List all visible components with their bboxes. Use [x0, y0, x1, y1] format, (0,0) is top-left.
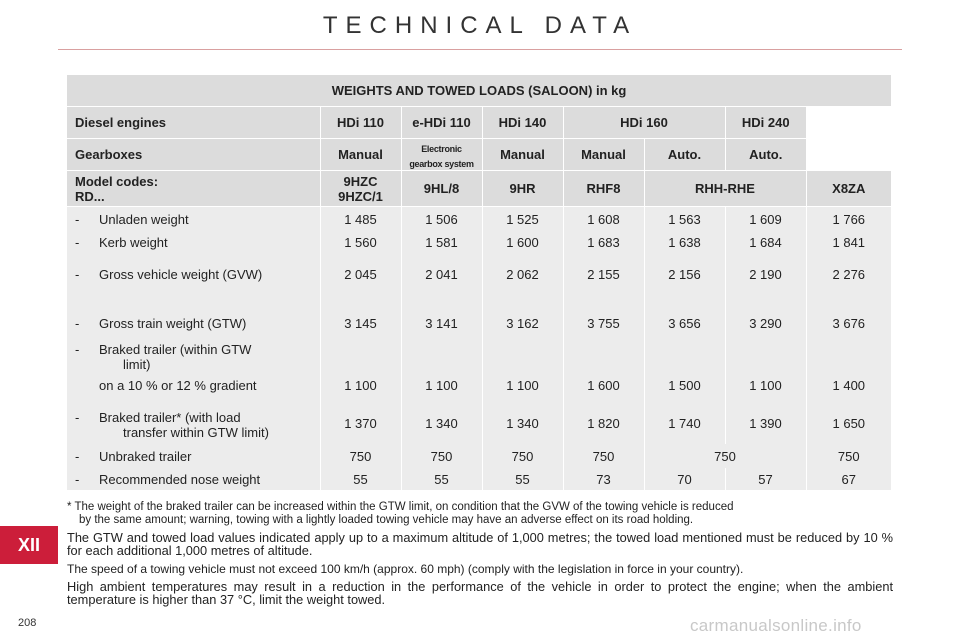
row-label [67, 230, 320, 261]
gearboxes-label: Gearboxes [67, 139, 320, 171]
value-cell: 1 485 [320, 207, 401, 230]
model-code [563, 171, 644, 207]
value-cell: 750 [644, 444, 806, 468]
value-cell: 2 276 [806, 261, 891, 310]
row-dash: - [75, 315, 80, 331]
value-cell: 1 100 [482, 372, 563, 404]
row-label-line: transfer within GTW limit) [123, 424, 269, 440]
row-label-text: Unbraked trailer [99, 448, 192, 464]
row-label [67, 310, 320, 340]
row-label [67, 404, 320, 444]
value-cell: 55 [482, 468, 563, 490]
value-cell: 750 [563, 444, 644, 468]
page-title: TECHNICAL DATA [322, 12, 638, 39]
row-label-text: on a 10 % or 12 % gradient [99, 377, 257, 393]
row-label-line: Braked trailer* (with load [99, 409, 241, 425]
gearbox-header: Auto. [725, 139, 806, 171]
data-row [67, 372, 891, 404]
value-cell: 55 [320, 468, 401, 490]
value-cell: 1 820 [563, 404, 644, 444]
row-label [67, 340, 320, 372]
value-cell: 1 638 [644, 230, 725, 261]
value-cell: 750 [320, 444, 401, 468]
model-codes-label-line: RD... [75, 188, 105, 204]
value-cell: 70 [644, 468, 725, 490]
footnote-line2: by the same amount; warning, towing with a lightly loaded towing vehicle may have an adverse effect on its road holding. [79, 514, 694, 526]
chapter-tab: XII [0, 526, 58, 564]
row-dash: - [75, 341, 80, 357]
data-row [67, 230, 891, 261]
engine-header: HDi 240 [725, 107, 806, 139]
altitude-note: The GTW and towed load values indicated apply up to a maximum altitude of 1,000 metres; the towed load mentioned must be reduced by 10 % for each additional 1,000 metres of altitude. [67, 530, 893, 558]
engine-header: e-HDi 110 [401, 107, 482, 139]
value-cell: 2 156 [644, 261, 725, 310]
row-label [67, 207, 320, 230]
value-cell: 1 370 [320, 404, 401, 444]
model-code-line: X8ZA [832, 180, 866, 196]
row-label-text: Recommended nose weight [99, 471, 261, 487]
value-cell: 750 [401, 444, 482, 468]
value-cell: 1 525 [482, 207, 563, 230]
value-cell: 1 400 [806, 372, 891, 404]
gearboxes-row [67, 139, 891, 171]
value-cell: 1 100 [320, 372, 401, 404]
row-label-text: Unladen weight [99, 212, 189, 227]
value-cell [401, 340, 482, 372]
value-cell: 1 684 [725, 230, 806, 261]
model-code [644, 171, 806, 207]
value-cell: 1 600 [482, 230, 563, 261]
data-row [67, 404, 891, 444]
row-label [67, 372, 320, 404]
value-cell: 1 650 [806, 404, 891, 444]
value-cell [563, 340, 644, 372]
gearbox-header: Auto. [644, 139, 725, 171]
value-cell: 3 162 [482, 310, 563, 340]
value-cell: 1 581 [401, 230, 482, 261]
gearbox-line: gearbox system [409, 158, 474, 169]
value-cell: 2 190 [725, 261, 806, 310]
data-row [67, 468, 891, 490]
value-cell: 3 676 [806, 310, 891, 340]
data-row [67, 340, 891, 372]
engines-row [67, 107, 891, 139]
row-label-text: Gross train weight (GTW) [99, 315, 247, 331]
row-label-line: Braked trailer (within GTW [99, 341, 252, 357]
title-divider [58, 49, 902, 50]
row-label-text [99, 342, 251, 372]
value-cell: 3 145 [320, 310, 401, 340]
value-cell: 1 500 [644, 372, 725, 404]
model-code [806, 171, 891, 207]
row-label [67, 468, 320, 490]
value-cell: 1 100 [401, 372, 482, 404]
value-cell: 73 [563, 468, 644, 490]
value-cell: 57 [725, 468, 806, 490]
value-cell: 1 608 [563, 207, 644, 230]
value-cell: 1 683 [563, 230, 644, 261]
model-code-line: 9HZC [343, 173, 378, 189]
model-code-line: RHH-RHE [695, 181, 755, 196]
value-cell: 1 100 [725, 372, 806, 404]
value-cell: 1 740 [644, 404, 725, 444]
weights-table [67, 75, 891, 490]
gearbox-header: Manual [320, 139, 401, 171]
row-dash: - [75, 409, 80, 425]
value-cell: 2 045 [320, 261, 401, 310]
value-cell: 2 041 [401, 261, 482, 310]
value-cell [644, 340, 725, 372]
model-code [482, 171, 563, 207]
footnote-star [67, 501, 893, 527]
table-title: WEIGHTS AND TOWED LOADS (SALOON) in kg [67, 75, 891, 107]
model-codes-label-line: Model codes: [75, 173, 159, 189]
engine-header: HDi 110 [320, 107, 401, 139]
row-label-text: Kerb weight [99, 234, 168, 250]
value-cell: 2 155 [563, 261, 644, 310]
engines-label: Diesel engines [67, 107, 320, 139]
data-row [67, 261, 891, 310]
value-cell [806, 340, 891, 372]
footnote-marker: * [67, 501, 75, 513]
gearbox-header [401, 139, 482, 171]
row-dash: - [75, 448, 80, 464]
page-number: 208 [18, 617, 37, 629]
value-cell: 1 340 [401, 404, 482, 444]
gearbox-header: Manual [482, 139, 563, 171]
engine-header: HDi 140 [482, 107, 563, 139]
value-cell: 750 [806, 444, 891, 468]
value-cell [482, 340, 563, 372]
data-row [67, 444, 891, 468]
value-cell: 1 340 [482, 404, 563, 444]
footnote-line1: The weight of the braked trailer can be increased within the GTW limit, on condition that the GVW of the towing vehicle is reduced [74, 501, 734, 513]
model-code [320, 171, 401, 207]
data-row [67, 207, 891, 230]
value-cell: 1 560 [320, 230, 401, 261]
model-code-line: RHF8 [586, 181, 621, 196]
value-cell: 67 [806, 468, 891, 490]
value-cell: 3 656 [644, 310, 725, 340]
watermark: carmanualsonline.info [690, 616, 862, 635]
model-code-line: 9HL/8 [423, 181, 460, 196]
value-cell: 1 766 [806, 207, 891, 230]
value-cell: 1 506 [401, 207, 482, 230]
value-cell: 1 600 [563, 372, 644, 404]
row-dash: - [75, 212, 80, 227]
model-codes-row [67, 171, 891, 207]
model-code-line: 9HZC/1 [338, 188, 383, 204]
data-row [67, 310, 891, 340]
model-codes-label [67, 171, 320, 207]
gearbox-line: Electronic [421, 143, 462, 154]
value-cell: 2 062 [482, 261, 563, 310]
gearbox-header: Manual [563, 139, 644, 171]
value-cell: 3 755 [563, 310, 644, 340]
value-cell: 1 390 [725, 404, 806, 444]
row-label-line: limit) [123, 356, 151, 372]
row-dash: - [75, 471, 80, 487]
engine-header: HDi 160 [563, 107, 725, 139]
row-dash: - [75, 234, 80, 250]
value-cell: 1 841 [806, 230, 891, 261]
value-cell [320, 340, 401, 372]
row-label-text: Gross vehicle weight (GVW) [99, 266, 263, 282]
row-label [67, 261, 320, 310]
row-label-text [99, 410, 269, 440]
value-cell: 750 [482, 444, 563, 468]
row-label [67, 444, 320, 468]
model-code-line: 9HR [509, 181, 536, 196]
temperature-note: High ambient temperatures may result in a reduction in the performance of the vehicle in order to protect the engine; when the ambient temperature is higher than 37 °C, limit the weight towed. [67, 579, 893, 607]
value-cell: 1 563 [644, 207, 725, 230]
value-cell: 3 141 [401, 310, 482, 340]
row-dash: - [75, 266, 80, 282]
value-cell: 3 290 [725, 310, 806, 340]
value-cell [725, 340, 806, 372]
speed-note: The speed of a towing vehicle must not exceed 100 km/h (approx. 60 mph) (comply with the legislation in force in your country). [67, 562, 744, 576]
value-cell: 1 609 [725, 207, 806, 230]
value-cell: 55 [401, 468, 482, 490]
model-code [401, 171, 482, 207]
